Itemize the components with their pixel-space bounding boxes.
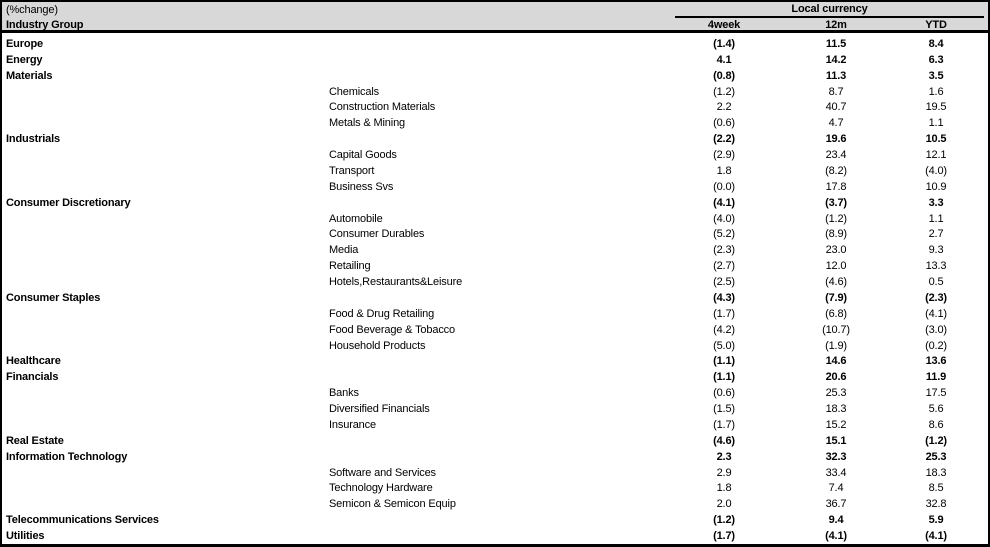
value-4week: (1.5) [713, 403, 735, 416]
value-4week: (5.2) [713, 228, 735, 241]
column-header-12m: 12m [825, 18, 847, 31]
value-ytd: 5.6 [928, 403, 944, 416]
table-row [2, 481, 988, 497]
value-4week: (4.2) [713, 323, 735, 336]
value-ytd: 3.5 [928, 69, 944, 82]
group-label: Information Technology [6, 450, 128, 463]
value-ytd: 17.5 [925, 387, 947, 400]
value-12m: (6.8) [825, 307, 847, 320]
value-ytd: 19.5 [925, 101, 947, 114]
value-ytd: (3.0) [925, 323, 947, 336]
value-12m: 11.5 [825, 37, 847, 50]
value-12m: (4.6) [825, 276, 847, 289]
value-4week: (4.6) [713, 434, 735, 447]
table-body [2, 36, 988, 544]
value-12m: 40.7 [825, 101, 847, 114]
value-ytd: 1.1 [928, 117, 944, 130]
value-ytd: 8.5 [928, 482, 944, 495]
sub-industry-label: Chemicals [329, 85, 379, 98]
value-12m: (4.1) [825, 530, 847, 543]
group-label: Europe [6, 37, 43, 50]
value-12m: (3.7) [825, 196, 847, 209]
sub-industry-label: Capital Goods [329, 149, 397, 162]
table-row [2, 433, 988, 449]
value-12m: (10.7) [822, 323, 850, 336]
value-ytd: (2.3) [925, 291, 947, 304]
value-ytd: 1.1 [928, 212, 944, 225]
table-row [2, 227, 988, 243]
table-row [2, 512, 988, 528]
group-label: Consumer Discretionary [6, 196, 131, 209]
value-12m: 18.3 [825, 403, 847, 416]
value-12m: 15.1 [825, 434, 847, 447]
table-row [2, 258, 988, 274]
value-ytd: (4.1) [925, 307, 947, 320]
sub-industry-label: Retailing [329, 260, 371, 273]
value-ytd: 32.8 [925, 498, 947, 511]
value-12m: (1.9) [825, 339, 847, 352]
table-row [2, 36, 988, 52]
value-12m: 4.7 [828, 117, 844, 130]
sub-industry-label: Food Beverage & Tobacco [329, 323, 455, 336]
value-4week: (0.0) [713, 180, 735, 193]
value-4week: (1.7) [713, 307, 735, 320]
sub-industry-label: Diversified Financials [329, 403, 430, 416]
value-ytd: 8.4 [928, 37, 944, 50]
group-label: Utilities [6, 530, 45, 543]
value-12m: 9.4 [828, 514, 844, 527]
value-12m: 23.4 [825, 149, 847, 162]
value-4week: (1.2) [713, 514, 735, 527]
value-ytd: 25.3 [925, 450, 947, 463]
group-label: Telecommunications Services [6, 514, 159, 527]
value-ytd: 9.3 [928, 244, 944, 257]
group-label: Consumer Staples [6, 291, 101, 304]
value-12m: 25.3 [825, 387, 847, 400]
value-12m: 32.3 [825, 450, 847, 463]
value-ytd: 18.3 [925, 466, 947, 479]
table-row [2, 338, 988, 354]
value-4week: (1.7) [713, 418, 735, 431]
sub-industry-label: Consumer Durables [329, 228, 425, 241]
value-ytd: (4.1) [925, 530, 947, 543]
value-4week: (0.6) [713, 387, 735, 400]
value-4week: (1.7) [713, 530, 735, 543]
value-ytd: 10.9 [925, 180, 947, 193]
value-4week: 1.8 [716, 482, 732, 495]
sub-industry-label: Banks [329, 387, 359, 400]
value-12m: 23.0 [825, 244, 847, 257]
table-row [2, 528, 988, 544]
sub-industry-label: Insurance [329, 418, 376, 431]
value-4week: (1.2) [713, 85, 735, 98]
value-ytd: 13.3 [925, 260, 947, 273]
table-row [2, 131, 988, 147]
value-ytd: 6.3 [928, 53, 944, 66]
value-ytd: 8.6 [928, 418, 944, 431]
table-row [2, 211, 988, 227]
table-row [2, 195, 988, 211]
value-4week: (4.0) [713, 212, 735, 225]
value-4week: (2.9) [713, 149, 735, 162]
percent-change-label: (%change) [6, 4, 58, 16]
sub-industry-label: Automobile [329, 212, 383, 225]
value-4week: (2.7) [713, 260, 735, 273]
value-4week: 2.9 [716, 466, 732, 479]
table-row [2, 465, 988, 481]
table-row [2, 401, 988, 417]
value-12m: (7.9) [825, 291, 847, 304]
table-row [2, 322, 988, 338]
value-4week: (2.3) [713, 244, 735, 257]
value-4week: 2.3 [716, 450, 732, 463]
group-label: Industrials [6, 133, 60, 146]
value-ytd: 11.9 [925, 371, 947, 384]
value-ytd: 13.6 [925, 355, 947, 368]
value-ytd: 2.7 [928, 228, 944, 241]
table-row [2, 100, 988, 116]
value-ytd: (4.0) [925, 164, 947, 177]
column-header-row [2, 17, 988, 32]
value-12m: 17.8 [825, 180, 847, 193]
value-ytd: 0.5 [928, 276, 944, 289]
sub-industry-label: Business Svs [329, 180, 394, 193]
table-row [2, 68, 988, 84]
value-4week: (5.0) [713, 339, 735, 352]
value-ytd: (0.2) [925, 339, 947, 352]
value-4week: (1.4) [713, 37, 735, 50]
value-12m: (1.2) [825, 212, 847, 225]
value-12m: 7.4 [828, 482, 844, 495]
value-ytd: 5.9 [928, 514, 944, 527]
table-row [2, 385, 988, 401]
value-ytd: 10.5 [925, 133, 947, 146]
sub-industry-label: Metals & Mining [329, 117, 406, 130]
table-row [2, 163, 988, 179]
group-label: Healthcare [6, 355, 61, 368]
value-4week: 1.8 [716, 164, 732, 177]
group-label: Real Estate [6, 434, 64, 447]
sub-industry-label: Household Products [329, 339, 426, 352]
table-row [2, 354, 988, 370]
value-12m: 20.6 [825, 371, 847, 384]
table-row [2, 496, 988, 512]
value-12m: (8.9) [825, 228, 847, 241]
table-row [2, 274, 988, 290]
value-12m: 11.3 [825, 69, 847, 82]
table-row [2, 242, 988, 258]
table-row [2, 369, 988, 385]
value-4week: 2.0 [716, 498, 732, 511]
value-4week: (2.2) [713, 133, 735, 146]
table-row [2, 147, 988, 163]
table-row [2, 306, 988, 322]
sub-industry-label: Food & Drug Retailing [329, 307, 435, 320]
value-ytd: 3.3 [928, 196, 944, 209]
value-4week: (0.6) [713, 117, 735, 130]
value-12m: 8.7 [828, 85, 844, 98]
sub-industry-label: Semicon & Semicon Equip [329, 498, 456, 511]
table-row [2, 115, 988, 131]
sub-industry-label: Hotels,Restaurants&Leisure [329, 276, 463, 289]
table-row [2, 84, 988, 100]
sub-industry-label: Construction Materials [329, 101, 436, 114]
table-row [2, 52, 988, 68]
value-12m: 33.4 [825, 466, 847, 479]
column-header-4week: 4week [707, 18, 741, 31]
value-ytd: (1.2) [925, 434, 947, 447]
value-12m: 12.0 [825, 260, 847, 273]
sub-industry-label: Software and Services [329, 466, 436, 479]
value-4week: 2.2 [716, 101, 732, 114]
table-row [2, 290, 988, 306]
table-row [2, 179, 988, 195]
local-currency-header: Local currency [675, 3, 984, 18]
value-4week: 4.1 [716, 53, 732, 66]
value-4week: (2.5) [713, 276, 735, 289]
group-label: Financials [6, 371, 59, 384]
value-4week: (0.8) [713, 69, 735, 82]
value-ytd: 12.1 [925, 149, 947, 162]
value-4week: (1.1) [713, 371, 735, 384]
sub-industry-label: Media [329, 244, 359, 257]
table-row [2, 449, 988, 465]
column-header-ytd: YTD [925, 18, 947, 31]
group-label: Materials [6, 69, 53, 82]
value-12m: 15.2 [825, 418, 847, 431]
sub-industry-label: Transport [329, 164, 375, 177]
industry-group-column-header: Industry Group [6, 18, 84, 31]
value-12m: 14.2 [825, 53, 847, 66]
value-12m: 14.6 [825, 355, 847, 368]
value-4week: (4.3) [713, 291, 735, 304]
value-ytd: 1.6 [928, 85, 944, 98]
value-12m: 19.6 [825, 133, 847, 146]
value-4week: (1.1) [713, 355, 735, 368]
group-label: Energy [6, 53, 43, 66]
table-row [2, 417, 988, 433]
value-12m: 36.7 [825, 498, 847, 511]
sub-industry-label: Technology Hardware [329, 482, 433, 495]
value-4week: (4.1) [713, 196, 735, 209]
value-12m: (8.2) [825, 164, 847, 177]
table-header [2, 2, 988, 33]
